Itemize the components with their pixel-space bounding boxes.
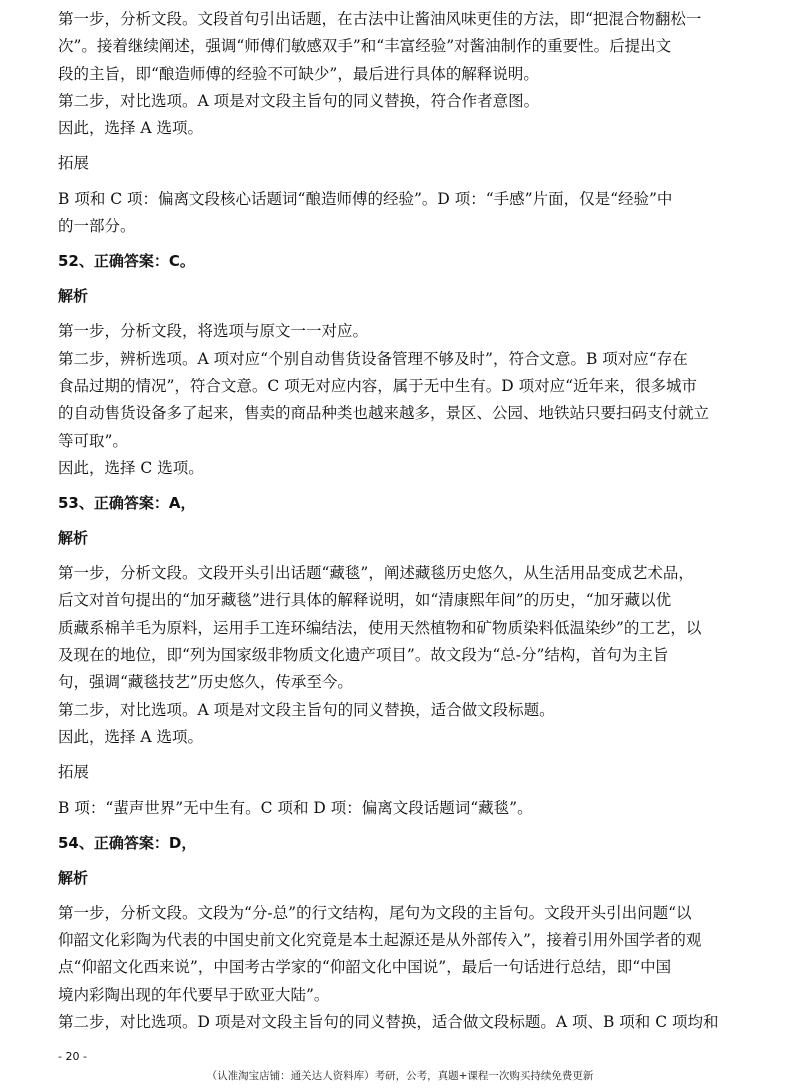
s51-conclusion: 因此，选择 A 选项。 — [58, 119, 204, 138]
s54-step2-line-1: 第二步，对比选项。D 项是对文段主旨句的同义替换，适合做文段标题。A 项、B 项和 C 项均和 — [58, 1013, 719, 1032]
footer-note: （认准淘宝店铺：通关达人资料库）考研，公考，真题+课程一次购买持续免费更新 — [206, 1070, 594, 1082]
s51-analysis-line-1: 第一步，分析文段。文段首句引出话题，在古法中让酱油风味更佳的方法，即“把混合物翻松一 — [58, 10, 702, 28]
section-54 — [58, 822, 742, 1036]
s52-analysis-heading: 解析 — [58, 287, 89, 306]
s52-answer-heading: 52、正确答案：C。 — [58, 252, 195, 271]
s51-compare-line: 第二步，对比选项。A 项是对文段主旨句的同义替换，符合作者意图。 — [58, 91, 540, 110]
s51-analysis-line-2: 次”。接着继续阐述，强调“师傅们敏感双手”和“丰富经验”对酱油制作的重要性。后提出文 — [58, 37, 672, 56]
section-51 — [58, 6, 742, 240]
s53-answer-heading: 53、正确答案：A， — [58, 494, 196, 513]
s51-extension-line-1: B 项和 C 项：偏离文段核心话题词“酿造师傅的经验”。D 项：“手感”片面，仅是“经验”中 — [58, 189, 673, 208]
s53-compare-line: 第二步，对比选项。A 项是对文段主旨句的同义替换，适合做文段标题。 — [58, 700, 555, 719]
s54-analysis-heading: 解析 — [58, 868, 89, 887]
s54-step1-line-2: 仰韶文化彩陶为代表的中国史前文化究竟是本土起源还是从外部传入”，接着引用外国学者的观 — [58, 931, 702, 950]
section-53 — [58, 482, 742, 822]
s52-step2-line-4: 等可取”。 — [58, 431, 128, 450]
s54-step1-line-1: 第一步，分析文段。文段为“分-总”的行文结构，尾句为文段的主旨句。文段开头引出问题“以 — [58, 903, 692, 922]
s53-step1-line-1: 第一步，分析文段。文段开头引出话题“藏毯”，阐述藏毯历史悠久，从生活用品变成艺术品， — [58, 564, 694, 583]
s53-step1-line-2: 后文对首句提出的“加牙藏毯”进行具体的解释说明，如“清康熙年间”的历史，“加牙藏以优 — [58, 591, 672, 610]
s53-step1-line-3: 质藏系棉羊毛为原料，运用手工连环编结法，使用天然植物和矿物质染料低温染纱”的工艺，以 — [58, 618, 702, 637]
s53-extension-label: 拓展 — [58, 763, 90, 782]
s53-analysis-heading: 解析 — [58, 529, 89, 548]
s52-step2-line-3: 的自动售货设备多了起来，售卖的商品种类也越来越多，景区、公园、地铁站只要扫码支付就立 — [58, 404, 710, 423]
s53-extension-line: B 项：“蜚声世界”无中生有。C 项和 D 项：偏离文段话题词“藏毯”。 — [58, 798, 533, 817]
section-52 — [58, 240, 742, 482]
page-number: - 20 - — [58, 1050, 87, 1063]
s53-step1-line-5: 句，强调“藏毯技艺”历史悠久，传承至今。 — [58, 673, 353, 692]
s53-conclusion: 因此，选择 A 选项。 — [58, 727, 204, 746]
s52-conclusion: 因此，选择 C 选项。 — [58, 458, 204, 477]
s54-step1-line-3: 点“仰韶文化西来说”，中国考古学家的“仰韶文化中国说”，最后一句话进行总结，即“中国 — [58, 958, 672, 977]
s54-step1-line-4: 境内彩陶出现的年代要早于欧亚大陆”。 — [58, 985, 330, 1004]
s51-analysis-line-3: 段的主旨，即“酿造师傅的经验不可缺少”，最后进行具体的解释说明。 — [58, 64, 539, 83]
s54-answer-heading: 54、正确答案：D， — [58, 833, 197, 852]
s52-step2-line-2: 食品过期的情况”，符合文意。C 项无对应内容，属于无中生有。D 项对应“近年来，很多城市 — [58, 376, 697, 395]
s52-step1: 第一步，分析文段，将选项与原文一一对应。 — [58, 322, 369, 341]
s51-extension-line-2: 的一部分。 — [58, 217, 136, 236]
s51-extension-label: 拓展 — [58, 154, 90, 173]
s52-step2-line-1: 第二步，辨析选项。A 项对应“个别自动售货设备管理不够及时”，符合文意。B 项对应“存在 — [58, 349, 688, 368]
s53-step1-line-4: 及现在的地位，即“列为国家级非物质文化遗产项目”。故文段为“总-分”结构，首句为主旨 — [58, 646, 669, 665]
